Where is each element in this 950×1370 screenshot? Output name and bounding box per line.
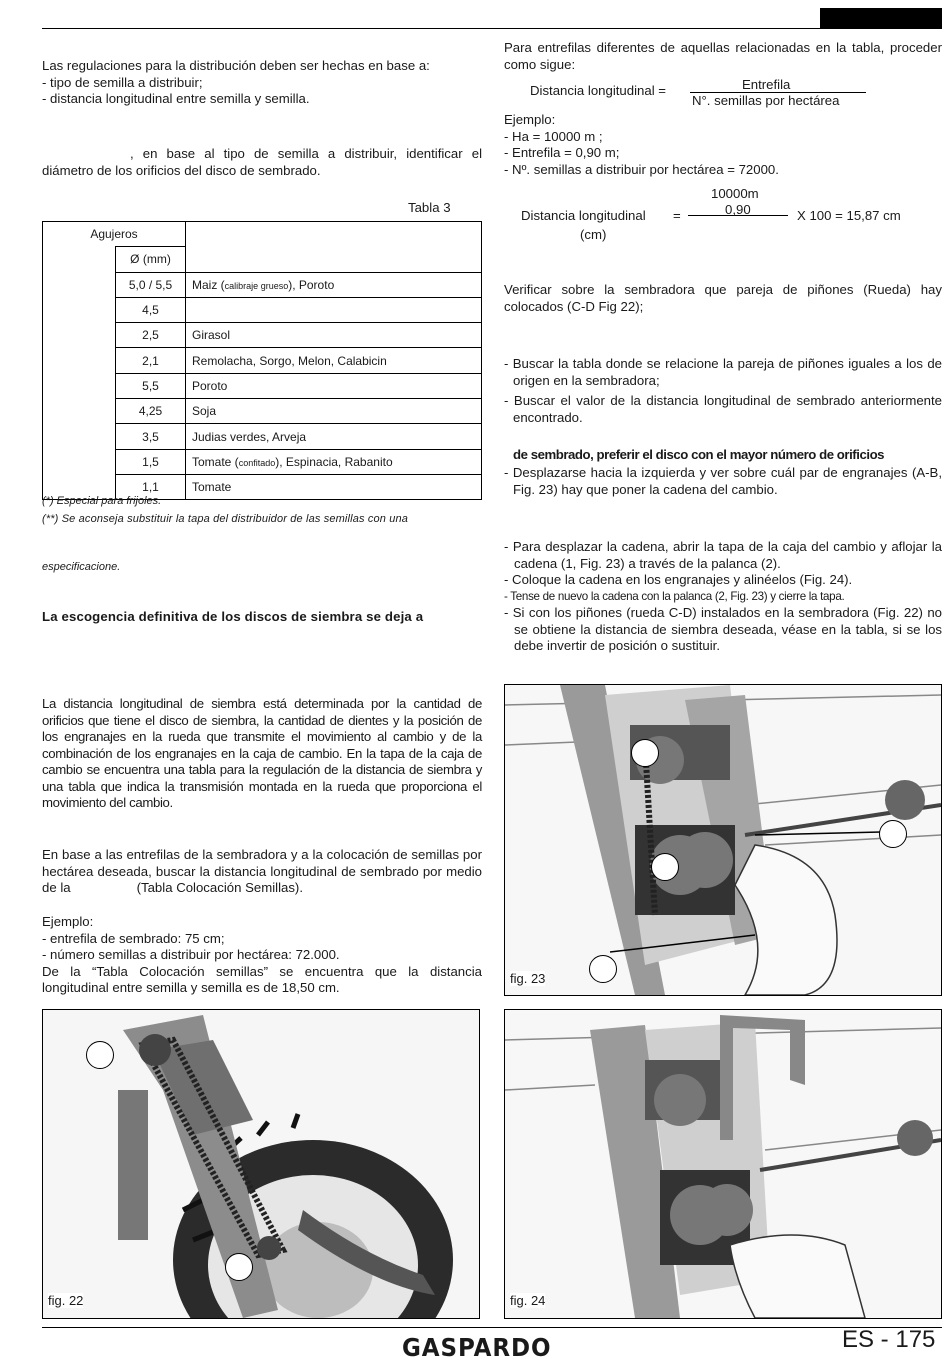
calc-result: X 100 = 15,87 cm xyxy=(797,208,901,223)
table-row xyxy=(43,348,482,373)
table-row xyxy=(43,272,482,297)
calc-equals: = xyxy=(673,208,681,223)
intro-line: - tipo de semilla a distribuir; xyxy=(42,74,203,90)
example-line: - Nº. semillas a distribuir por hectárea = 72000. xyxy=(504,161,779,177)
formula-denominator: N°. semillas por hectárea xyxy=(692,93,840,108)
calc-numerator: 10000m xyxy=(711,186,759,201)
diameter-cell: 4,5 xyxy=(116,297,186,322)
example-line: De la “Tabla Colocación semillas” se encuentra que la distancia longitudinal entre semilla y semilla es de 18,50 cm. xyxy=(42,963,482,995)
disc-preference-note: de sembrado, preferir el disco con el mayor número de orificios xyxy=(513,447,885,462)
right-example xyxy=(504,112,779,178)
distance-paragraph: La distancia longitudinal de siembra está determinada por la cantidad de orificios que tiene el disco de siembra, la cantidad de dientes y la posición de los engranajes en la rueda que transmite el movimiento al cambio y de la combinación de los engranajes en la caja de cambio. En la tapa de la caja de cambio se encuentra una tabla para la regulación de la distancia de siembra y una tabla que indica la transmisión montada en la rueda que proporciona el movimiento del cambio. xyxy=(42,696,482,810)
intro-line: Las regulaciones para la distribución deben ser hechas en base a: xyxy=(42,58,430,73)
callout-2 xyxy=(879,820,907,848)
page-number: ES - 175 xyxy=(842,1326,936,1353)
step-item: - Coloque la cadena en los engranajes y alinéelos (Fig. 24). xyxy=(504,572,853,587)
seed-cell: Tomate (confitado), Espinacia, Rabanito xyxy=(186,449,482,474)
step-item: - Si con los piñones (rueda C-D) instalados en la sembradora (Fig. 22) no se obtiene la distancia de siembra deseada, véase en la tabla, si se los debe invertir de posición o sustituir. xyxy=(504,605,942,653)
figure-caption: fig. 22 xyxy=(48,1293,84,1308)
example-line: - entrefila de sembrado: 75 cm; xyxy=(42,930,225,946)
seed-diameter-paragraph: , en base al tipo de semilla a distribuir, identificar el diámetro de los orificios del disco de sembrado. xyxy=(42,146,482,178)
figure-23 xyxy=(504,684,942,996)
verify-paragraph: Verificar sobre la sembradora que pareja de piñones (Rueda) hay colocados (C-D Fig 22); xyxy=(504,282,942,314)
table-note: (**) Se aconseja substituir la tapa del distribuidor de las semillas con una xyxy=(42,513,409,525)
table-row xyxy=(43,373,482,398)
table-row xyxy=(43,323,482,348)
step-item: - Tense de nuevo la cadena con la palanca (2, Fig. 23) y cierre la tapa. xyxy=(504,589,845,603)
example-line: - Ha = 10000 m ; xyxy=(504,128,603,144)
diameter-cell: 1,5 xyxy=(116,449,186,474)
seed-cell: Maiz (calibraje grueso), Poroto xyxy=(186,272,482,297)
figure-24 xyxy=(504,1009,942,1319)
table-note: (*) Especial para frijoles. xyxy=(42,495,162,507)
base-paragraph: En base a las entrefilas de la sembradora y a la colocación de semillas por hectárea deseada, buscar la distancia longitudinal de sembrado por medio de la (Tabla Colocación Semillas). xyxy=(42,847,482,895)
header-tab xyxy=(820,8,942,29)
brand-logo: GASPARDO xyxy=(402,1333,552,1362)
table-row xyxy=(43,424,482,449)
diameter-cell: 1,1 xyxy=(116,474,186,499)
figure-caption: fig. 24 xyxy=(510,1293,546,1308)
seed-cell: Tomate xyxy=(186,474,482,499)
callout-d xyxy=(225,1253,253,1281)
disc-choice-note: La escogencia definitiva de los discos de siembra se deja a xyxy=(42,609,424,624)
table-note: especificacione. xyxy=(42,561,121,573)
table-caption: Tabla 3 xyxy=(408,200,451,215)
chain-steps xyxy=(504,539,942,655)
step-item: - Desplazarse hacia la izquierda y ver sobre cuál par de engranajes (A-B, Fig. 23) hay que poner la cadena del cambio. xyxy=(504,465,942,497)
intro-line: - distancia longitudinal entre semilla y semilla. xyxy=(42,91,310,106)
example-line: - número semillas a distribuir por hectárea: 72.000. xyxy=(42,947,340,962)
left-example xyxy=(42,914,482,997)
seed-table xyxy=(42,221,482,500)
header-rule xyxy=(42,28,942,29)
step-item: - Para desplazar la cadena, abrir la tapa de la caja del cambio y aflojar la cadena (1, Fig. 23) a través de la palanca (2). xyxy=(504,539,942,571)
callout-1 xyxy=(589,955,617,983)
diameter-cell: 4,25 xyxy=(116,399,186,424)
diameter-cell: 5,5 xyxy=(116,373,186,398)
search-steps xyxy=(504,356,942,426)
callout-a xyxy=(631,739,659,767)
table-row xyxy=(43,297,482,322)
table-row xyxy=(43,399,482,424)
intro-block xyxy=(42,58,482,108)
intro-paragraph: Para entrefilas diferentes de aquellas relacionadas en la tabla, proceder como sigue: xyxy=(504,40,942,72)
seed-cell: Judias verdes, Arveja xyxy=(186,424,482,449)
example-line: - Entrefila = 0,90 m; xyxy=(504,145,620,160)
diameter-cell: 5,0 / 5,5 xyxy=(116,272,186,297)
table-row xyxy=(43,449,482,474)
calc-denominator: 0,90 xyxy=(725,202,751,217)
callout-c xyxy=(86,1041,114,1069)
table-row xyxy=(43,222,482,247)
calc-label: Distancia longitudinal xyxy=(521,208,646,223)
seed-cell: Soja xyxy=(186,399,482,424)
figure-22 xyxy=(42,1009,480,1319)
example-title: Ejemplo: xyxy=(504,112,556,127)
example-title: Ejemplo: xyxy=(42,914,94,929)
diameter-cell: 3,5 xyxy=(116,424,186,449)
seed-cell: Remolacha, Sorgo, Melon, Calabicin xyxy=(186,348,482,373)
seed-cell xyxy=(186,297,482,322)
step-item: - Buscar el valor de la distancia longitudinal de sembrado anteriormente encontrado. xyxy=(504,393,942,425)
gearbox-alignment-illustration xyxy=(505,1010,941,1318)
figure-caption: fig. 23 xyxy=(510,971,546,986)
table-header-blank xyxy=(186,222,482,273)
table-header-diameter: Ø (mm) xyxy=(116,247,186,272)
table-header-holes: Agujeros xyxy=(43,222,186,247)
formula-label: Distancia longitudinal = xyxy=(530,83,666,98)
diameter-cell: 2,5 xyxy=(116,323,186,348)
seed-cell: Girasol xyxy=(186,323,482,348)
calc-unit: (cm) xyxy=(580,227,607,242)
seed-cell: Poroto xyxy=(186,373,482,398)
gearbox-chain-illustration xyxy=(505,685,941,995)
callout-b xyxy=(651,853,679,881)
formula-numerator: Entrefila xyxy=(742,77,791,92)
footer-rule xyxy=(42,1327,942,1328)
step-item: - Buscar la tabla donde se relacione la pareja de piñones iguales a los de origen en la sembradora; xyxy=(504,356,942,388)
diameter-cell: 2,1 xyxy=(116,348,186,373)
